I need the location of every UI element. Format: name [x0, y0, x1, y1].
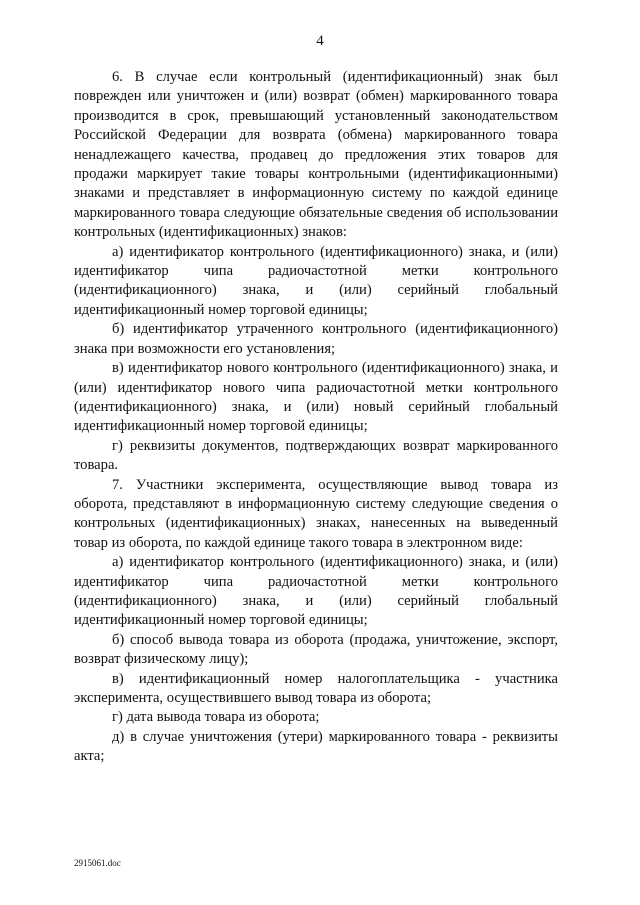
paragraph-7-a: а) идентификатор контрольного (идентификационного) знака, и (или) идентификатор чипа радиочастотной метки контрольного (идентификационного) знака, и (или) серийный глобальный идентификационный номер торговой единицы; — [74, 554, 558, 629]
footer-filename: 2915061.doc — [74, 858, 121, 868]
paragraph-6-a: а) идентификатор контрольного (идентификационного) знака, и (или) идентификатор чипа радиочастотной метки контрольного (идентификационного) знака, и (или) серийный глобальный идентификационный номер торговой единицы; — [74, 243, 558, 318]
document-body — [74, 68, 558, 767]
paragraph-7-b: б) способ вывода товара из оборота (продажа, уничтожение, экспорт, возврат физическому лицу); — [74, 631, 558, 668]
paragraph-6-g: г) реквизиты документов, подтверждающих возврат маркированного товара. — [74, 437, 558, 474]
paragraph-6-b: б) идентификатор утраченного контрольного (идентификационного) знака при возможности его установления; — [74, 321, 558, 357]
paragraph-6-v: в) идентификатор нового контрольного (идентификационного) знака, и (или) идентификатор нового чипа радиочастотной метки контрольного (идентификационного) знака, и (или) новый серийный глобальный идентификационный номер торговой единицы; — [74, 360, 558, 435]
paragraph-7-v: в) идентификационный номер налогоплательщика - участника эксперимента, осуществившего вывод товара из оборота; — [74, 670, 558, 706]
page-number: 4 — [316, 33, 324, 49]
paragraph-7: 7. Участники эксперимента, осуществляющие вывод товара из оборота, представляют в информационную систему следующие сведения о контрольных (идентификационных) знаках, нанесенных на выведенный товар из оборота, по каждой единице такого товара в электронном виде: — [74, 476, 558, 551]
paragraph-7-g: г) дата вывода товара из оборота; — [112, 709, 320, 726]
paragraph-6: 6. В случае если контрольный (идентификационный) знак был поврежден или уничтожен и (или) возврат (обмен) маркированного товара производится в срок, превышающий установленный законодательством Российской Федерации для возврата (обмена) маркированного товара ненадлежащего качества, продавец до предложения этих товаров для продажи маркирует такие товары контрольными (идентификационными) знаками и представляет в информационную систему по каждой единице маркированного товара следующие обязательные сведения об использовании контрольных (идентификационных) знаков: — [74, 69, 558, 241]
paragraph-7-d: д) в случае уничтожения (утери) маркированного товара - реквизиты акта; — [74, 728, 558, 765]
